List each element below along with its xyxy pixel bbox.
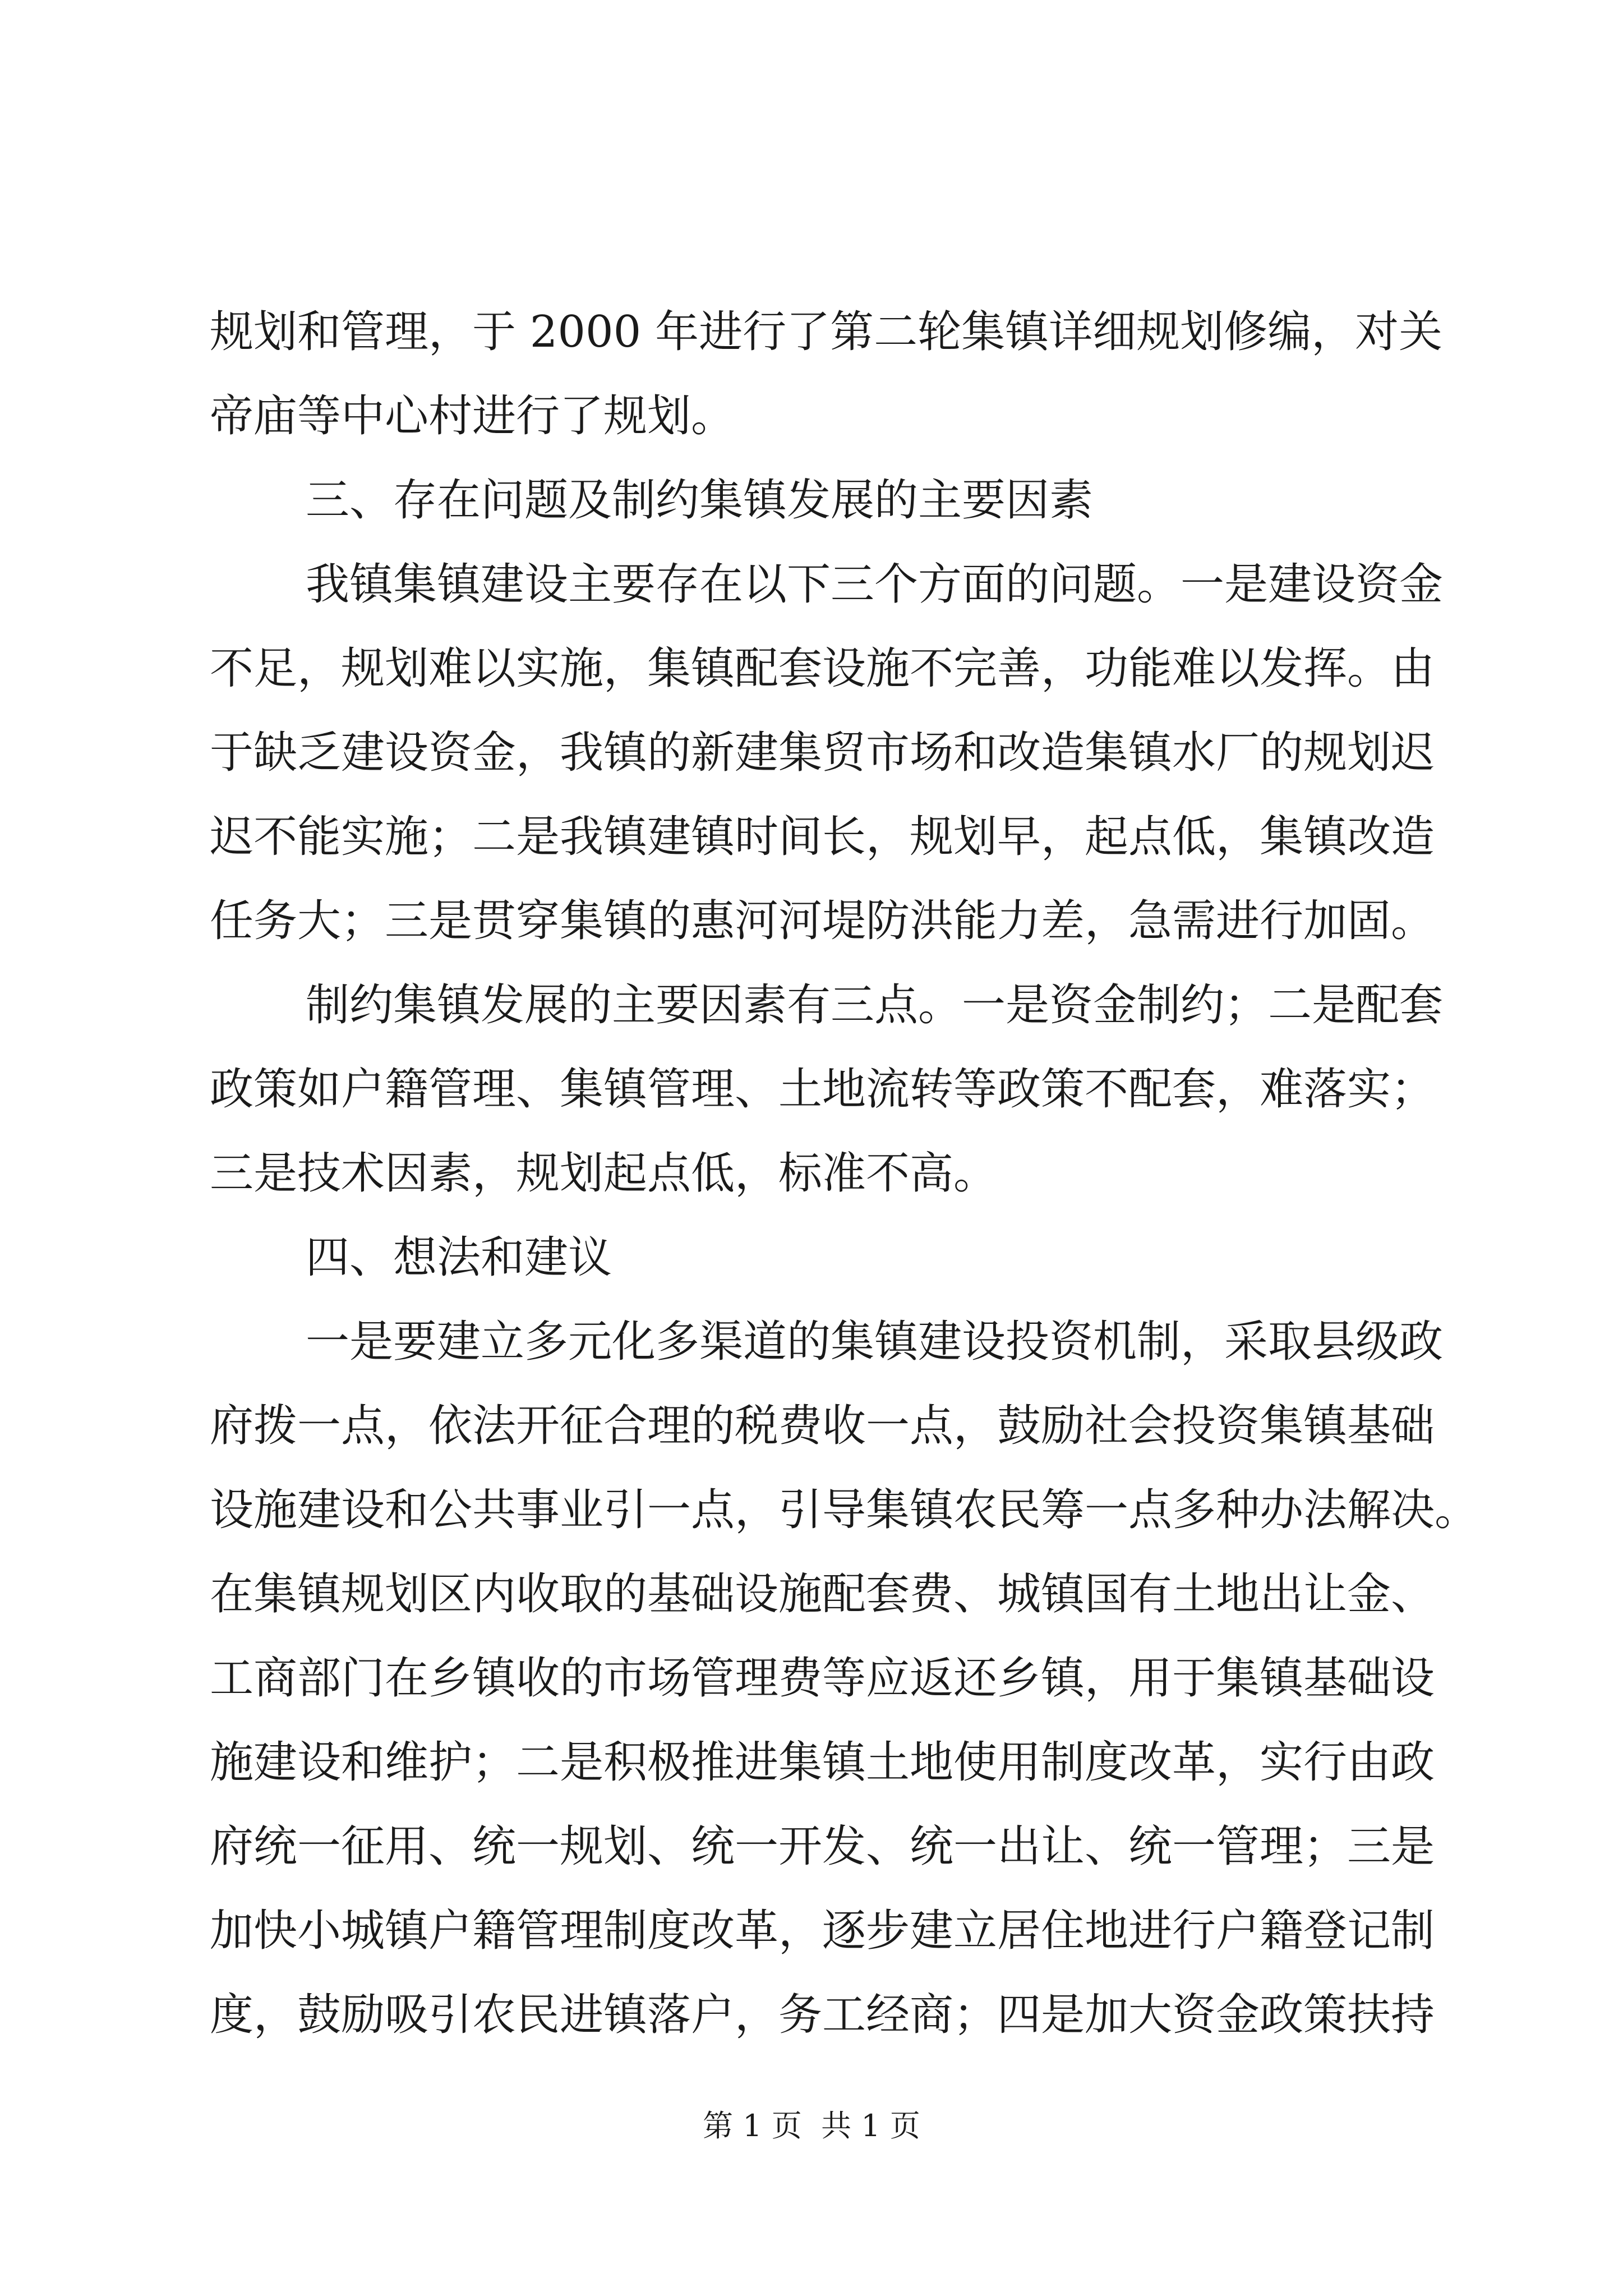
body-line: 不足，规划难以实施，集镇配套设施不完善，功能难以发挥。由	[210, 643, 1435, 694]
body-line: 加快小城镇户籍管理制度改革，逐步建立居住地进行户籍登记制	[210, 1906, 1435, 1956]
body-line: 制约集镇发展的主要因素有三点。一是资金制约；二是配套	[306, 980, 1444, 1030]
body-line: 任务大；三是贯穿集镇的惠河河堤防洪能力差，急需进行加固。	[210, 896, 1435, 946]
body-line: 施建设和维护；二是积极推进集镇土地使用制度改革，实行由政	[210, 1737, 1435, 1788]
body-line: 在集镇规划区内收取的基础设施配套费、城镇国有土地出让金、	[210, 1569, 1435, 1619]
body-line: 迟不能实施；二是我镇建镇时间长，规划早，起点低，集镇改造	[210, 812, 1435, 862]
page-footer: 第 1 页 共 1 页	[703, 2108, 920, 2143]
body-line: 帝庙等中心村进行了规划。	[210, 391, 735, 441]
body-line: 我镇集镇建设主要存在以下三个方面的问题。一是建设资金	[306, 559, 1444, 610]
body-line: 府拨一点，依法开征合理的税费收一点，鼓励社会投资集镇基础	[210, 1401, 1435, 1451]
body-line: 规划和管理，于 2000 年进行了第二轮集镇详细规划修编，对关	[210, 307, 1443, 357]
section-heading: 三、存在问题及制约集镇发展的主要因素	[306, 475, 1094, 526]
body-line: 于缺乏建设资金，我镇的新建集贸市场和改造集镇水厂的规划迟	[210, 728, 1435, 778]
body-line: 政策如户籍管理、集镇管理、土地流转等政策不配套，难落实；	[210, 1064, 1435, 1115]
section-heading: 四、想法和建议	[306, 1232, 612, 1283]
body-line: 工商部门在乡镇收的市场管理费等应返还乡镇，用于集镇基础设	[210, 1653, 1435, 1704]
body-line: 设施建设和公共事业引一点，引导集镇农民筹一点多种办法解决。	[210, 1485, 1479, 1535]
body-line: 府统一征用、统一规划、统一开发、统一出让、统一管理；三是	[210, 1821, 1435, 1872]
body-line: 三是技术因素，规划起点低，标准不高。	[210, 1148, 998, 1199]
body-line: 度，鼓励吸引农民进镇落户，务工经商；四是加大资金政策扶持	[210, 1990, 1435, 2040]
body-line: 一是要建立多元化多渠道的集镇建设投资机制，采取县级政	[306, 1317, 1444, 1367]
